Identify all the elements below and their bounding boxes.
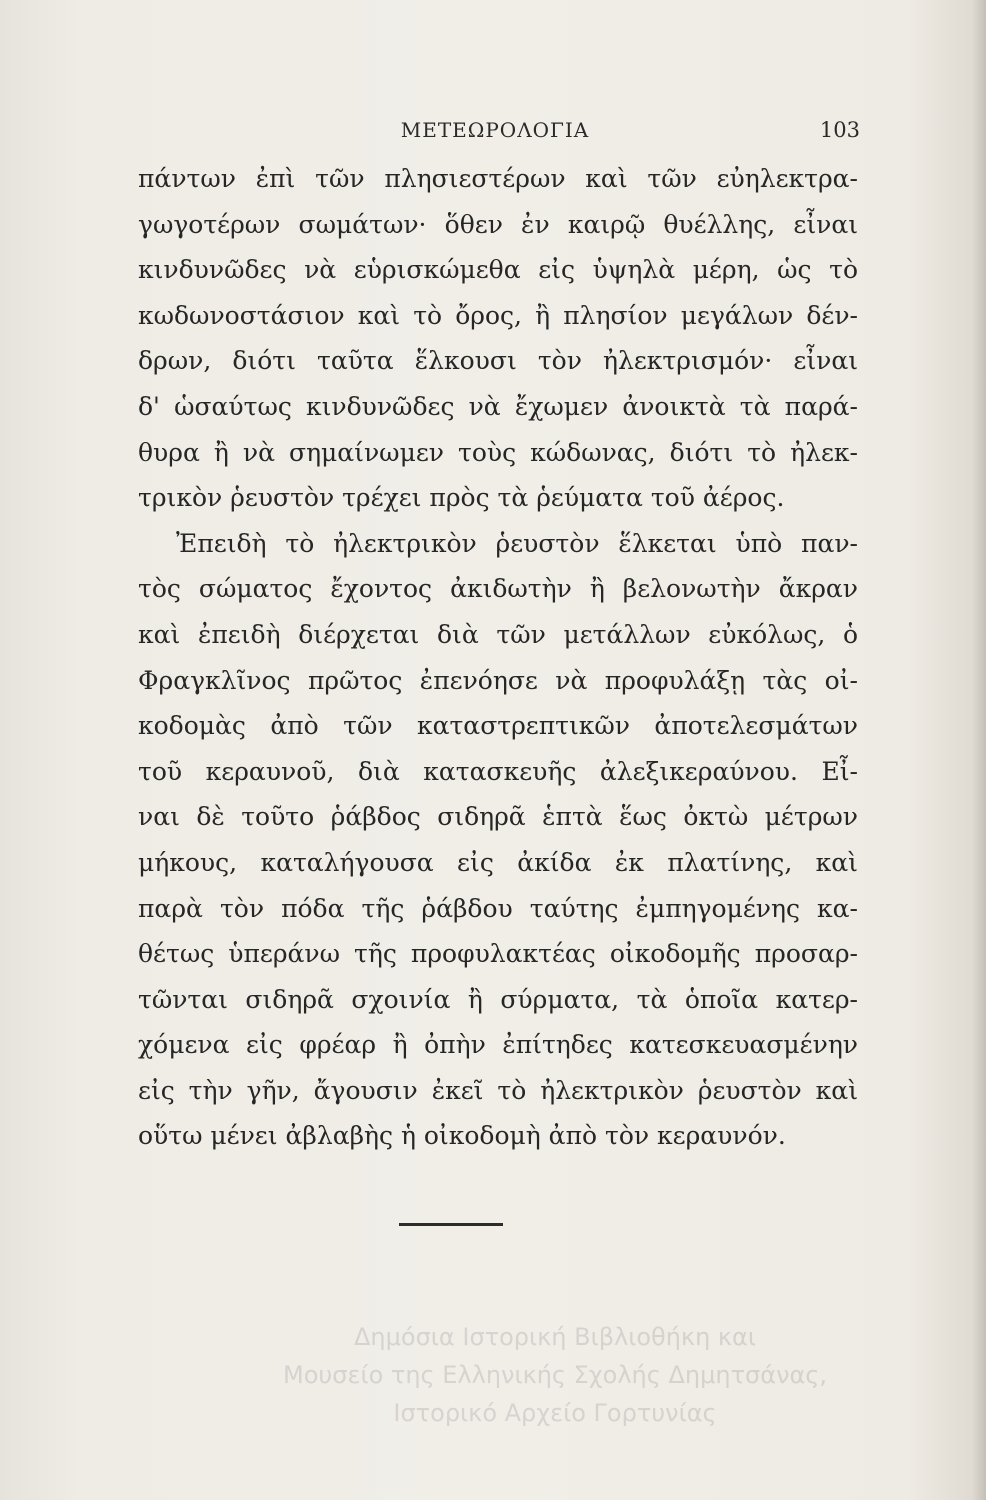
text-line: ναι δὲ τοῦτο ῥάβδος σιδηρᾶ ἑπτὰ ἕως ὀκτὼ μέτρων: [138, 802, 858, 832]
watermark-line: Ιστορικό Αρχείο Γορτυνίας: [393, 1399, 717, 1427]
text-line: γωγοτέρων σωμάτων· ὅθεν ἐν καιρῷ θυέλλης, εἶναι: [138, 209, 858, 239]
text-line: χόμενα εἰς φρέαρ ἢ ὀπὴν ἐπίτηδες κατεσκευασμένην: [138, 1030, 858, 1060]
page-number: 103: [819, 118, 860, 142]
running-title: ΜΕΤΕΩΡΟΛΟΓΙΑ: [400, 118, 590, 142]
text-line: Φραγκλῖνος πρῶτος ἐπενόησε νὰ προφυλάξῃ τὰς οἰ-: [138, 665, 858, 695]
text-line: πάντων ἐπὶ τῶν πλησιεστέρων καὶ τῶν εὐηλεκτρα-: [138, 164, 858, 193]
text-line: δρων, διότι ταῦτα ἕλκουσι τὸν ἠλεκτρισμόν· εἶναι: [138, 346, 858, 376]
watermark-line: Δημόσια Ιστορική Βιβλιοθήκη και: [354, 1323, 756, 1351]
text-line: τῶνται σιδηρᾶ σχοινία ἢ σύρματα, τὰ ὁποῖα κατερ-: [138, 984, 858, 1014]
text-line: καὶ ἐπειδὴ διέρχεται διὰ τῶν μετάλλων εὐκόλως, ὁ: [138, 619, 858, 649]
text-line: δ' ὡσαύτως κινδυνῶδες νὰ ἔχωμεν ἀνοικτὰ τὰ παρά-: [138, 391, 858, 421]
text-line: εἰς τὴν γῆν, ἄγουσιν ἐκεῖ τὸ ἠλεκτρικὸν ῥευστὸν καὶ: [138, 1075, 858, 1105]
text-line: τρικὸν ῥευστὸν τρέχει πρὸς τὰ ῥεύματα τοῦ ἀέρος.: [138, 483, 785, 513]
text-line: Ἐπειδὴ τὸ ἠλεκτρικὸν ῥευστὸν ἕλκεται ὑπὸ παν-: [176, 528, 858, 558]
text-line: παρὰ τὸν πόδα τῆς ῥάβδου ταύτης ἐμπηγομένης κα-: [138, 893, 858, 923]
library-watermark: [140, 1318, 970, 1432]
text-line: τὸς σώματος ἔχοντος ἀκιδωτὴν ἢ βελονωτὴν ἄκραν: [138, 574, 858, 604]
watermark-line: Μουσείο της Ελληνικής Σχολής Δημητσάνας,: [282, 1361, 828, 1389]
text-line: τοῦ κεραυνοῦ, διὰ κατασκευῆς ἀλεξικεραύνου. Εἶ-: [138, 756, 858, 786]
text-line: κινδυνῶδες νὰ εὑρισκώμεθα εἰς ὑψηλὰ μέρη, ὡς τὸ: [138, 255, 858, 285]
body-text: [138, 156, 858, 1159]
text-line: θυρα ἢ νὰ σημαίνωμεν τοὺς κώδωνας, διότι τὸ ἠλεκ-: [138, 437, 858, 467]
section-end-rule: [399, 1223, 503, 1226]
text-line: κωδωνοστάσιον καὶ τὸ ὄρος, ἢ πλησίον μεγάλων δέν-: [138, 300, 858, 330]
text-line: οὕτω μένει ἀβλαβὴς ἡ οἰκοδομὴ ἀπὸ τὸν κεραυνόν.: [138, 1121, 786, 1151]
page-header: [140, 108, 860, 148]
text-line: μήκους, καταλήγουσα εἰς ἀκίδα ἐκ πλατίνης, καὶ: [138, 847, 858, 877]
text-line: κοδομὰς ἀπὸ τῶν καταστρεπτικῶν ἀποτελεσμάτων: [138, 711, 858, 741]
text-line: θέτως ὑπεράνω τῆς προφυλακτέας οἰκοδομῆς προσαρ-: [138, 939, 858, 969]
page-edge-shadow: [972, 0, 986, 1500]
